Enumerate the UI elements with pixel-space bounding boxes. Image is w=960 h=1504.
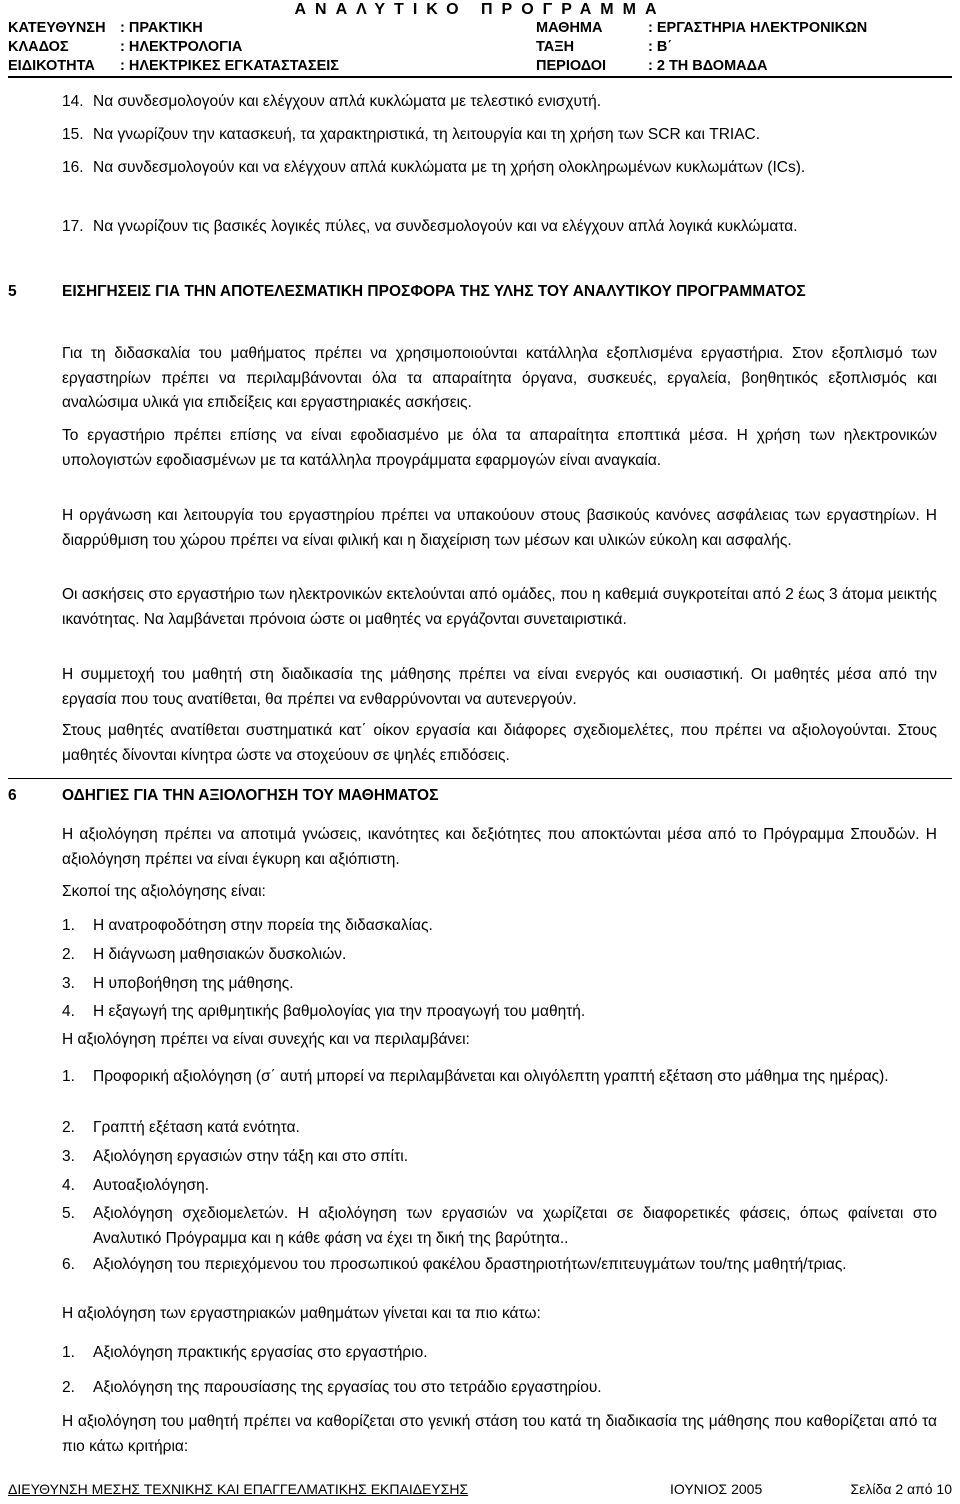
section-6-divider <box>8 778 952 779</box>
lab-item: Αξιολόγηση της παρουσίασης της εργασίας του στο τετράδιο εργαστηρίου. <box>93 1379 602 1396</box>
includes-number: 2. <box>62 1119 75 1136</box>
header-value-subject: : ΕΡΓΑΣΤΗΡΙΑ ΗΛΕΚΤΡΟΝΙΚΩΝ <box>648 20 868 36</box>
aim-number: 4. <box>62 1003 75 1020</box>
header-label-periods: ΠΕΡΙΟΔΟΙ <box>536 58 607 74</box>
header-value-periods: : 2 ΤΗ ΒΔΟΜΑΔΑ <box>648 58 768 74</box>
lab-number: 2. <box>62 1379 75 1396</box>
aim-number: 2. <box>62 946 75 963</box>
footer-page-number: Σελίδα 2 από 10 <box>850 1481 952 1497</box>
header-label-direction: ΚΑΤΕΥΘΥΝΣΗ <box>8 20 106 36</box>
section-6-title: ΟΔΗΓΙΕΣ ΓΙΑ ΤΗΝ ΑΞΙΟΛΟΓΗΣΗ ΤΟΥ ΜΑΘΗΜΑΤΟΣ <box>62 787 439 804</box>
includes-number: 6. <box>62 1256 75 1273</box>
includes-label: Η αξιολόγηση πρέπει να είναι συνεχής και να περιλαμβάνει: <box>62 1031 470 1048</box>
program-title: ΑΝΑΛΥΤΙΚΟ ΠΡΟΓΡΑΜΜΑ <box>294 1 666 18</box>
closing-paragraph: Η αξιολόγηση του μαθητή πρέπει να καθορίζεται στο γενική στάση του κατά τη διαδικασία της μάθησης που καθορίζεται από τα πιο κάτω κριτήρια: <box>62 1413 937 1455</box>
includes-item: Προφορική αξιολόγηση (σ΄ αυτή μπορεί να περιλαμβάνεται και ολιγόλεπτη γραπτή εξέταση στο μάθημα της ημέρας). <box>93 1068 889 1085</box>
goal-item: Να συνδεσμολογούν και να ελέγχουν απλά κυκλώματα με τη χρήση ολοκληρωμένων κυκλωμάτων (ICs). <box>93 159 806 176</box>
section-5-title: ΕΙΣΗΓΗΣΕΙΣ ΓΙΑ ΤΗΝ ΑΠΟΤΕΛΕΣΜΑΤΙΚΗ ΠΡΟΣΦΟΡΑ ΤΗΣ ΥΛΗΣ ΤΟΥ ΑΝΑΛΥΤΙΚΟΥ ΠΡΟΓΡΑΜΜΑΤΟΣ <box>62 283 806 300</box>
includes-item: Αξιολόγηση σχεδιομελετών. Η αξιολόγηση των εργασιών να χωρίζεται σε διαφορετικές φάσεις, όπως φαίνεται στο Αναλυτικό Πρόγραμμα και η κάθε φάση να έχει τη δική της βαρύτητα.. <box>93 1205 937 1247</box>
section-5-paragraph: Στους μαθητές ανατίθεται συστηματικά κατ΄ οίκον εργασία και διάφορες σχεδιομελέτες, που πρέπει να αξιολογούνται. Στους μαθητές δίνονται κίνητρα ώστε να στοχεύουν σε ψηλές επιδόσεις. <box>62 722 937 764</box>
header-value-branch: : ΗΛΕΚΤΡΟΛΟΓΙΑ <box>120 39 243 55</box>
goal-number: 14. <box>62 93 84 110</box>
section-6-intro: Η αξιολόγηση πρέπει να αποτιμά γνώσεις, ικανότητες και δεξιότητες που αποκτώνται μέσα από το Πρόγραμμα Σπουδών. Η αξιολόγηση πρέπει να είναι έγκυρη και αξιόπιστη. <box>62 826 937 868</box>
aim-item: Η διάγνωση μαθησιακών δυσκολιών. <box>93 946 347 963</box>
section-5-paragraph: Η οργάνωση και λειτουργία του εργαστηρίου πρέπει να υπακούουν στους βασικούς κανόνες ασφάλειας των εργαστηρίων. Η διαρρύθμιση του χώρου πρέπει να είναι φιλική και η διαχείριση των μέσων και υλικών εύκολη και ασφαλής. <box>62 507 937 549</box>
aim-item: Η υποβοήθηση της μάθησης. <box>93 975 294 992</box>
goal-number: 17. <box>62 218 84 235</box>
aim-item: Η ανατροφοδότηση στην πορεία της διδασκαλίας. <box>93 917 433 934</box>
aim-number: 1. <box>62 917 75 934</box>
header-label-specialty: ΕΙΔΙΚΟΤΗΤΑ <box>8 58 95 74</box>
header-value-class: : Β΄ <box>648 39 673 55</box>
includes-number: 5. <box>62 1205 75 1222</box>
aim-item: Η εξαγωγή της αριθμητικής βαθμολογίας για την προαγωγή του μαθητή. <box>93 1003 586 1020</box>
header-value-direction: : ΠΡΑΚΤΙΚΗ <box>120 20 203 36</box>
section-5-paragraph: Το εργαστήριο πρέπει επίσης να είναι εφοδιασμένο με όλα τα απαραίτητα εποπτικά μέσα. Η χρήση των ηλεκτρονικών υπολογιστών εφοδιασμένων με τα κατάλληλα προγράμματα εφαρμογών είναι αναγκαία. <box>62 427 937 469</box>
includes-item: Γραπτή εξέταση κατά ενότητα. <box>93 1119 300 1136</box>
header-label-subject: ΜΑΘΗΜΑ <box>536 20 603 36</box>
header-value-specialty: : ΗΛΕΚΤΡΙΚΕΣ ΕΓΚΑΤΑΣΤΑΣΕΙΣ <box>120 58 340 74</box>
footer-organization: ΔΙΕΥΘΥΝΣΗ ΜΕΣΗΣ ΤΕΧΝΙΚΗΣ ΚΑΙ ΕΠΑΓΓΕΛΜΑΤΙΚΗΣ ΕΚΠΑΙΔΕΥΣΗΣ <box>8 1481 469 1497</box>
lab-label: Η αξιολόγηση των εργαστηριακών μαθημάτων γίνεται και τα πιο κάτω: <box>62 1305 541 1322</box>
goal-item: Να συνδεσμολογούν και ελέγχουν απλά κυκλώματα με τελεστικό ενισχυτή. <box>93 93 602 110</box>
includes-item: Αξιολόγηση εργασιών στην τάξη και στο σπίτι. <box>93 1148 408 1165</box>
aim-number: 3. <box>62 975 75 992</box>
section-5-paragraph: Για τη διδασκαλία του μαθήματος πρέπει να χρησιμοποιούνται κατάλληλα εξοπλισμένα εργαστήρια. Στον εξοπλισμό των εργαστηρίων πρέπει να περιλαμβάνονται όλα τα απαραίτητα όργανα, συσκευές, εργαλεία, βοηθητικός εξοπλισμός και αναλώσιμα υλικά για επιδείξεις και εργαστηριακές ασκήσεις. <box>62 345 937 411</box>
header-divider <box>8 76 952 78</box>
goal-item: Να γνωρίζουν την κατασκευή, τα χαρακτηριστικά, τη λειτουργία και τη χρήση των SCR και TRIAC. <box>93 126 761 143</box>
section-5-number: 5 <box>8 283 17 300</box>
section-5-paragraph: Η συμμετοχή του μαθητή στη διαδικασία της μάθησης πρέπει να είναι ενεργός και ουσιαστική. Οι μαθητές μέσα από την εργασία που τους ανατίθεται, θα πρέπει να ενθαρρύνονται να αυτενεργούν. <box>62 666 937 708</box>
header-label-branch: ΚΛΑΔΟΣ <box>8 39 69 55</box>
includes-item: Αξιολόγηση του περιεχόμενου του προσωπικού φακέλου δραστηριοτήτων/επιτευγμάτων του/της μαθητή/τριας. <box>93 1256 847 1273</box>
aims-label: Σκοποί της αξιολόγησης είναι: <box>62 883 266 900</box>
section-6-number: 6 <box>8 787 17 804</box>
includes-number: 1. <box>62 1068 75 1085</box>
goal-item: Να γνωρίζουν τις βασικές λογικές πύλες, να συνδεσμολογούν και να ελέγχουν απλά λογικά κυκλώματα. <box>93 218 798 235</box>
includes-item: Αυτοαξιολόγηση. <box>93 1177 210 1194</box>
lab-item: Αξιολόγηση πρακτικής εργασίας στο εργαστήριο. <box>93 1344 428 1361</box>
goal-number: 15. <box>62 126 84 143</box>
includes-number: 4. <box>62 1177 75 1194</box>
goal-number: 16. <box>62 159 84 176</box>
includes-number: 3. <box>62 1148 75 1165</box>
section-5-paragraph: Οι ασκήσεις στο εργαστήριο των ηλεκτρονικών εκτελούνται από ομάδες, που η καθεμιά συγκροτείται από 2 έως 3 άτομα μεικτής ικανότητας. Να λαμβάνεται πρόνοια ώστε οι μαθητές να εργάζονται συνεταιριστικά. <box>62 586 937 628</box>
lab-number: 1. <box>62 1344 75 1361</box>
footer-date: ΙΟΥΝΙΟΣ 2005 <box>670 1481 763 1497</box>
header-label-class: ΤΑΞΗ <box>536 39 575 55</box>
